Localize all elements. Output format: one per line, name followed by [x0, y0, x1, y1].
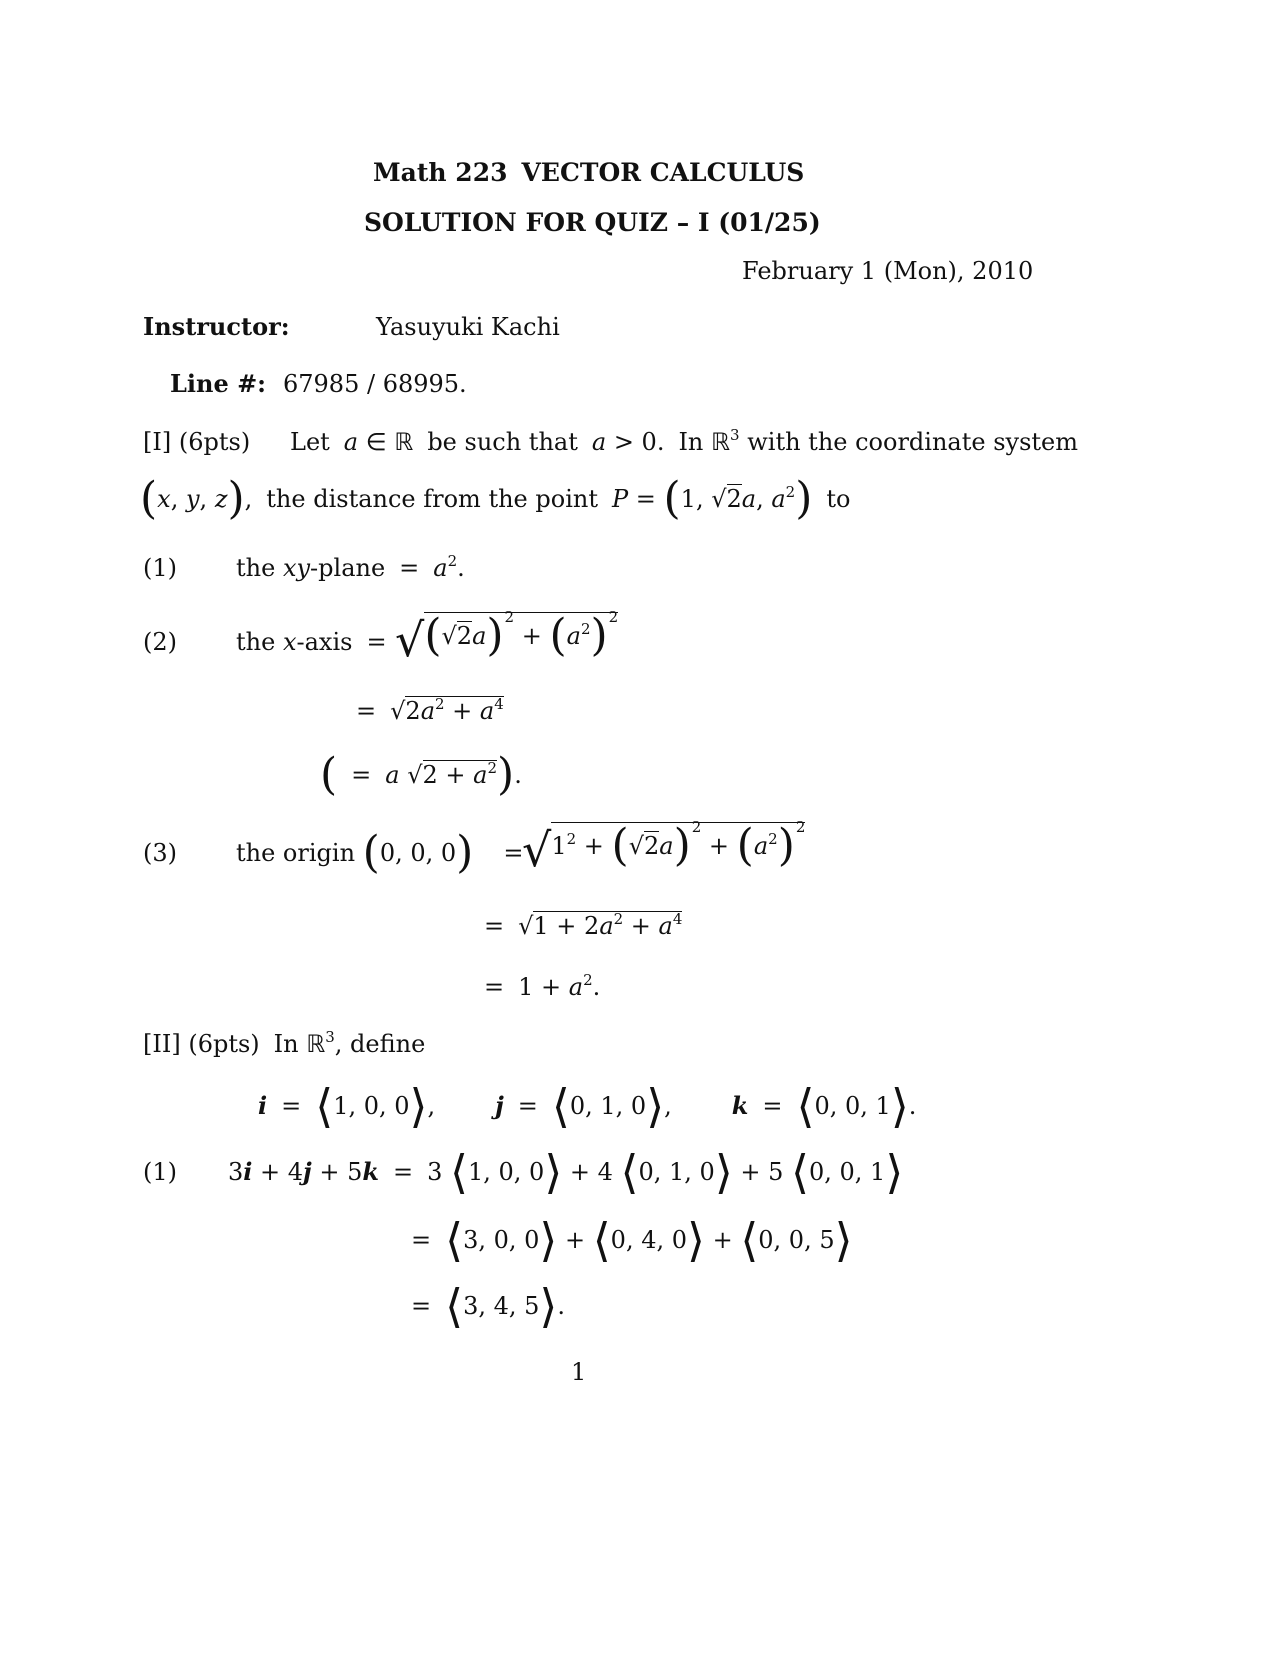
instructor-name: Yasuyuki Kachi — [376, 313, 560, 341]
problem-1-statement-line1: Let a ∈ ℝ be such that a > 0. In ℝ$^3$ with the coordinate system — [290, 426, 1079, 456]
part-text: the — [236, 554, 276, 582]
statement-text: with the coordinate system — [747, 428, 1079, 456]
document-date: February 1 (Mon), 2010 — [742, 257, 1034, 285]
statement-text: be such that — [427, 428, 578, 456]
part-text: the — [236, 628, 276, 656]
unit-vectors-definition: i = ⟨1, 0, 0⟩, j = ⟨0, 1, 0⟩, k = ⟨0, 0, 1⟩. — [258, 1079, 917, 1133]
vector-sum-line-3: = ⟨3, 4, 5⟩. — [411, 1279, 565, 1333]
vector-sum-line-1: 3i + 4j + 5k = 3 ⟨1, 0, 0⟩ + 4 ⟨0, 1, 0⟩ + 5 ⟨0, 0, 1⟩ — [228, 1145, 904, 1199]
statement-text: , define — [334, 1030, 426, 1058]
problem-1-statement-line2: (x, y, z), the distance from the point P = (1, √2a, $a^2$) to — [140, 473, 851, 524]
statement-text: Let — [290, 428, 330, 456]
statement-text: In — [273, 1030, 299, 1058]
problem-1-label: [I] — [143, 428, 172, 456]
part-text: the origin — [236, 839, 356, 867]
part-number: (1) — [143, 1158, 177, 1186]
line-label: Line #: — [170, 369, 267, 398]
problem-2-points: (6pts) — [188, 1030, 260, 1058]
document-title: SOLUTION FOR QUIZ – I (01/25) — [364, 208, 821, 237]
part-3-lhs: the origin (0, 0, 0) = — [236, 827, 524, 878]
course-title: VECTOR CALCULUS — [521, 158, 805, 187]
part-3-line-3: = $1 + a^2$. — [484, 971, 601, 1001]
vector-sum-line-2: = ⟨3, 0, 0⟩ + ⟨0, 4, 0⟩ + ⟨0, 0, 5⟩ — [411, 1213, 853, 1267]
problem-2-label: [II] — [143, 1030, 181, 1058]
part-number: (1) — [143, 554, 177, 582]
course-heading — [373, 160, 804, 185]
part-text: -plane — [310, 554, 386, 582]
instructor-label: Instructor: — [143, 312, 290, 341]
line-numbers: 67985 / 68995. — [283, 370, 467, 398]
course-code: Math 223 — [373, 158, 508, 187]
statement-text: In — [678, 428, 704, 456]
part-2-line-3: ( = a $√2 + a^2$). — [320, 749, 522, 800]
part-1-equation: the xy-plane = $a^2$. — [236, 552, 465, 582]
part-number: (3) — [143, 839, 177, 867]
part-2-lhs: the x-axis = — [236, 628, 387, 656]
part-2-line-2: = $√2a^2 + a^4$ — [356, 695, 504, 725]
part-2-sqrt-1: $√(√2a)^2 + (a^2)^2$ — [395, 608, 619, 667]
problem-2-header: [II] (6pts) In ℝ$^3$, define — [143, 1028, 426, 1058]
part-3-line-2: = $√1 + 2a^2 + a^4$ — [484, 910, 683, 940]
problem-1-header — [143, 430, 250, 454]
part-3-sqrt-1: $√1^2 + (√2a)^2 + (a^2)^2$ — [522, 818, 806, 877]
page-number: 1 — [571, 1358, 587, 1386]
part-number: (2) — [143, 628, 177, 656]
statement-text: the distance from the point — [266, 485, 598, 513]
part-text: -axis — [296, 628, 353, 656]
problem-1-points: (6pts) — [178, 428, 251, 456]
statement-text: to — [826, 485, 851, 513]
